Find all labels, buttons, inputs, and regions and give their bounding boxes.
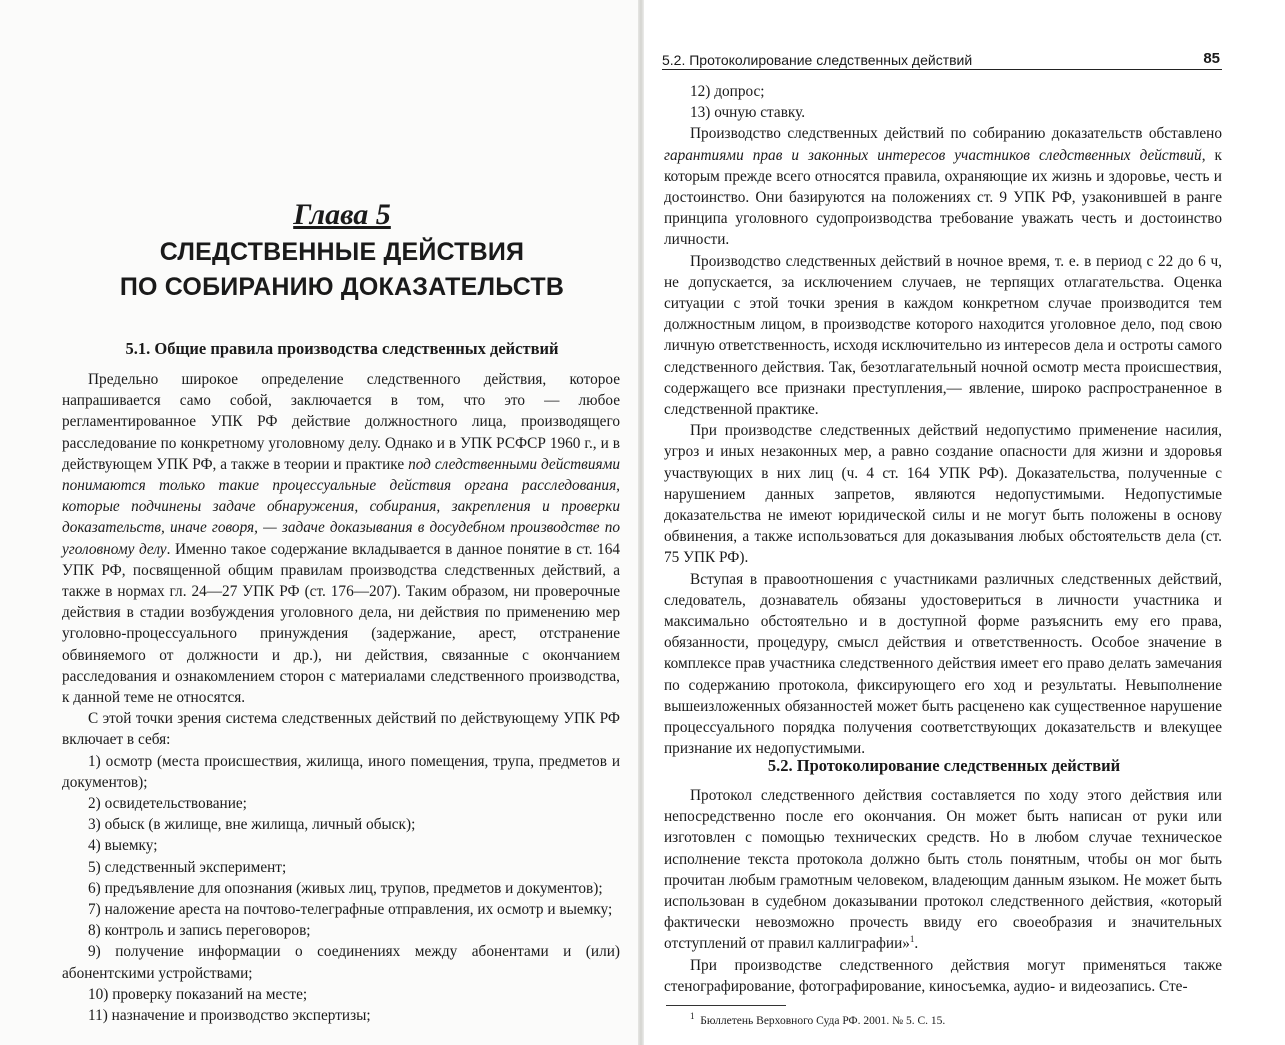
list-item: 9) получение информации о соединениях между абонентами и (или) абонентскими устройствами; xyxy=(62,943,620,982)
footnote-separator xyxy=(666,1005,786,1006)
right-paragraph-1-italic: гарантиями прав и законных интересов участников следственных действий xyxy=(664,146,1202,164)
right-paragraph-1: Производство следственных действий по собиранию доказательств обставлено гарантиями прав и законных интересов участников следственных действий, к которым прежде всего относятся правила, охраняющие их жизнь и здоровье, честь и достоинство. Они базируются на положениях ст. 9 УПК РФ, узаконившей в ранге принципа уголовного судопроизводства требование уважать честь и достоинство личности. xyxy=(664,125,1222,249)
list-item: 6) предъявление для опознания (живых лиц, трупов, предметов и документов); xyxy=(88,879,603,897)
right-paragraph-5: Протокол следственного действия составляется по ходу этого действия или непосредственно после его окончания. Он может быть написан от руки или изготовлен с помощью технических средств. Но в любом случае техническое исполнение текста протокола должно быть столь понятным, чтобы он мог быть прочитан любым грамотным человеком, владеющим данным языком. Не может быть использован в судебном доказывании протокол следственного действия, «который фактически невозможно прочесть ввиду его своеобразия и значительных отступлений от правил каллиграфии»$^1$. xyxy=(664,787,1222,953)
chapter-title-line1: СЛЕДСТВЕННЫЕ ДЕЙСТВИЯ xyxy=(159,238,525,266)
footnote xyxy=(690,1011,946,1027)
right-paragraph-4: Вступая в правоотношения с участниками различных следственных действий, следователь, дознаватель обязаны удостовериться в личности участника и максимально обстоятельно и в доступной форме разъяснить ему его права, обязанности, процедуру, смысл действия и ответственность. Особое значение в комплексе прав участника следственного действия имеет его право делать замечания по содержанию протокола, фиксирующего его ход и результаты. Невыполнение вышеизложенных обязанностей может быть расценено как существенное нарушение процессуального порядка получения соответствующих доказательств и влекущее признание их недопустимыми. xyxy=(664,570,1222,758)
list-item: 8) контроль и запись переговоров; xyxy=(88,922,311,940)
list-item: 7) наложение ареста на почтово-телеграфные отправления, их осмотр и выемку; xyxy=(88,901,613,919)
footnote-reference: 1 xyxy=(909,934,915,945)
running-header xyxy=(662,49,1222,70)
footnote-text: Бюллетень Верховного Суда РФ. 2001. № 5. С. 15. xyxy=(700,1015,946,1027)
list-item: 13) очную ставку. xyxy=(690,104,806,122)
book-gutter xyxy=(638,0,644,1045)
right-paragraph-6: При производстве следственного действия могут применяться также стенографирование, фотографирование, киносъемка, аудио- и видеозапись. Сте- xyxy=(664,956,1222,995)
running-title: 5.2. Протоколирование следственных действий xyxy=(662,52,973,68)
right-paragraph-2: Производство следственных действий в ночное время, т. е. в период с 22 до 6 ч, не допускается, за исключением случаев, не терпящих отлагательства. Оценка ситуации с этой точки зрения в каждом конкретном случае производится тем должностным лицом, в производстве которого находится уголовное дело, под свою личную ответственность, исходя исключительно из интересов дела и остроты самого следственного действия. Так, безотлагательный ночной осмотр места происшествия, содержащего все признаки преступления,— явление, широко распространенное в следственной практике. xyxy=(664,252,1222,419)
left-page xyxy=(0,0,642,1045)
section-heading-5-1: 5.1. Общие правила производства следственных действий xyxy=(125,339,559,358)
chapter-title-line2: ПО СОБИРАНИЮ ДОКАЗАТЕЛЬСТВ xyxy=(119,273,565,301)
list-item: 10) проверку показаний на месте; xyxy=(88,985,308,1003)
left-paragraph-1-italic: под следственными действиями понимаются только такие процессуальные действия органа расследования, которые подчинены задаче обнаружения, собирания, закрепления и проверки доказательств, иначе говоря, — задаче доказывания в досудебном производстве по уголовному делу xyxy=(62,455,620,558)
chapter-label: Глава 5 xyxy=(293,198,391,231)
list-item: 4) выемку; xyxy=(88,837,158,855)
list-item: 2) освидетельствование; xyxy=(88,795,247,813)
right-paragraph-3: При производстве следственных действий недопустимо применение насилия, угроз и иных незаконных мер, а равно создание опасности для жизни и здоровья участвующих в них лиц (ч. 4 ст. 164 УПК РФ). Доказательства, полученные с нарушением данных запретов, являются недопустимыми. Недопустимые доказательства не имеют юридической силы и не могут быть положены в основу обвинения, а также использоваться для доказывания любых обстоятельств дела (ст. 75 УПК РФ). xyxy=(664,422,1222,567)
left-paragraph-1: Предельно широкое определение следственного действия, которое напрашивается само собой, заключается в том, что это — любое регламентированное УПК РФ действие должностного лица, производящего расследование по конкретному уголовному делу. Однако и в УПК РСФСР 1960 г., и в действующем УПК РФ, а также в теории и практике под следственными действиями понимаются только такие процессуальные действия органа расследования, которые подчинены задаче обнаружения, собирания, закрепления и проверки доказательств, иначе говоря, — задаче доказывания в досудебном производстве по уголовному делу. Именно такое содержание вкладывается в данное понятие в ст. 164 УПК РФ, посвященной общим правилам производства следственных действий, а также в нормах гл. 24—27 УПК РФ (ст. 176—207). Таким образом, ни проверочные действия в стадии возбуждения уголовного дела, ни действия по применению мер уголовно-процессуального принуждения (задержание, арест, отстранение обвиняемого от должности и др.), ни действия, связанные с окончанием расследования и ознакомлением сторон с материалами следственного производства, к данной теме не относятся. xyxy=(62,371,621,707)
right-body-text-bottom xyxy=(664,785,1222,997)
page-number: 85 xyxy=(1203,50,1220,67)
left-body-text xyxy=(62,369,620,1026)
left-paragraph-2: С этой точки зрения система следственных действий по действующему УПК РФ включает в себя: xyxy=(62,710,620,749)
chapter-title-block xyxy=(62,196,622,304)
list-item: 5) следственный эксперимент; xyxy=(88,858,287,876)
footnote-mark: 1 xyxy=(690,1011,695,1022)
list-item: 12) допрос; xyxy=(690,83,765,100)
list-item: 1) осмотр (места происшествия, жилища, иного помещения, трупа, предметов и документов); xyxy=(62,752,620,791)
section-heading-5-2: 5.2. Протоколирование следственных действий xyxy=(767,756,1121,775)
list-item: 11) назначение и производство экспертизы; xyxy=(88,1007,371,1025)
list-item: 3) обыск (в жилище, вне жилища, личный обыск); xyxy=(88,816,416,834)
right-body-text-top xyxy=(664,81,1222,760)
